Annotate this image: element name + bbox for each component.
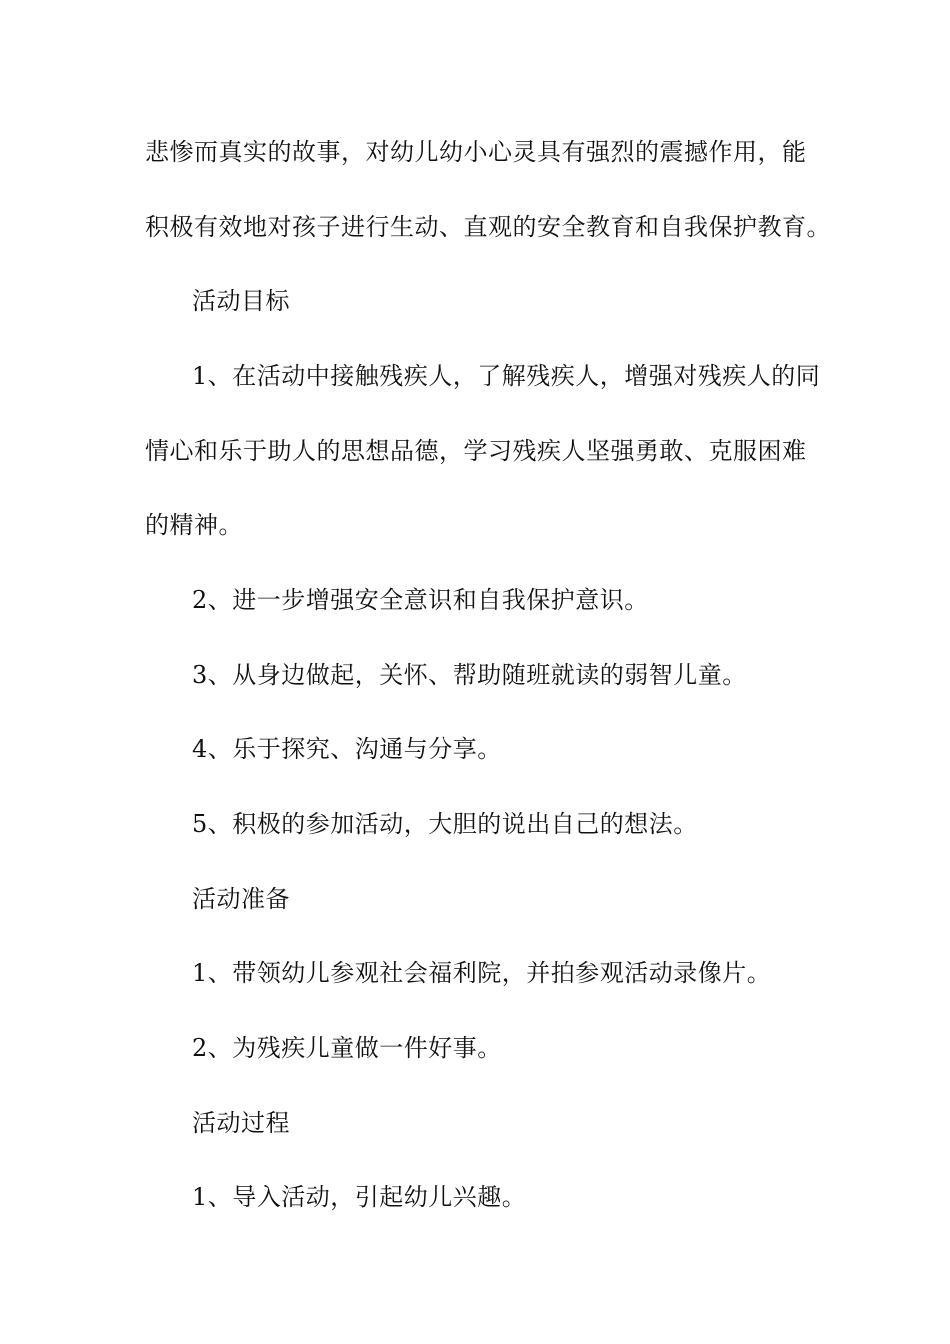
paragraph-line: 积极有效地对孩子进行生动、直观的安全教育和自我保护教育。 bbox=[145, 213, 831, 241]
list-item-prep-1: 1、带领幼儿参观社会福利院，并拍参观活动录像片。 bbox=[192, 959, 772, 987]
section-heading-goals: 活动目标 bbox=[192, 287, 290, 315]
list-item-goal-2: 2、进一步增强安全意识和自我保护意识。 bbox=[192, 586, 649, 614]
list-item-prep-2: 2、为残疾儿童做一件好事。 bbox=[192, 1034, 502, 1062]
section-heading-process: 活动过程 bbox=[192, 1109, 290, 1137]
list-item-goal-3: 3、从身边做起，关怀、帮助随班就读的弱智儿童。 bbox=[192, 661, 747, 689]
paragraph-line: 的精神。 bbox=[145, 511, 243, 539]
list-item-goal-1: 1、在活动中接触残疾人，了解残疾人，增强对残疾人的同 bbox=[192, 362, 821, 390]
list-item-process-1: 1、导入活动，引起幼儿兴趣。 bbox=[192, 1183, 527, 1211]
paragraph-line: 情心和乐于助人的思想品德，学习残疾人坚强勇敢、克服困难 bbox=[145, 437, 807, 465]
paragraph-line: 悲惨而真实的故事，对幼儿幼小心灵具有强烈的震撼作用，能 bbox=[145, 138, 807, 166]
section-heading-preparation: 活动准备 bbox=[192, 885, 290, 913]
list-item-goal-4: 4、乐于探究、沟通与分享。 bbox=[192, 735, 502, 763]
list-item-goal-5: 5、积极的参加活动，大胆的说出自己的想法。 bbox=[192, 810, 698, 838]
